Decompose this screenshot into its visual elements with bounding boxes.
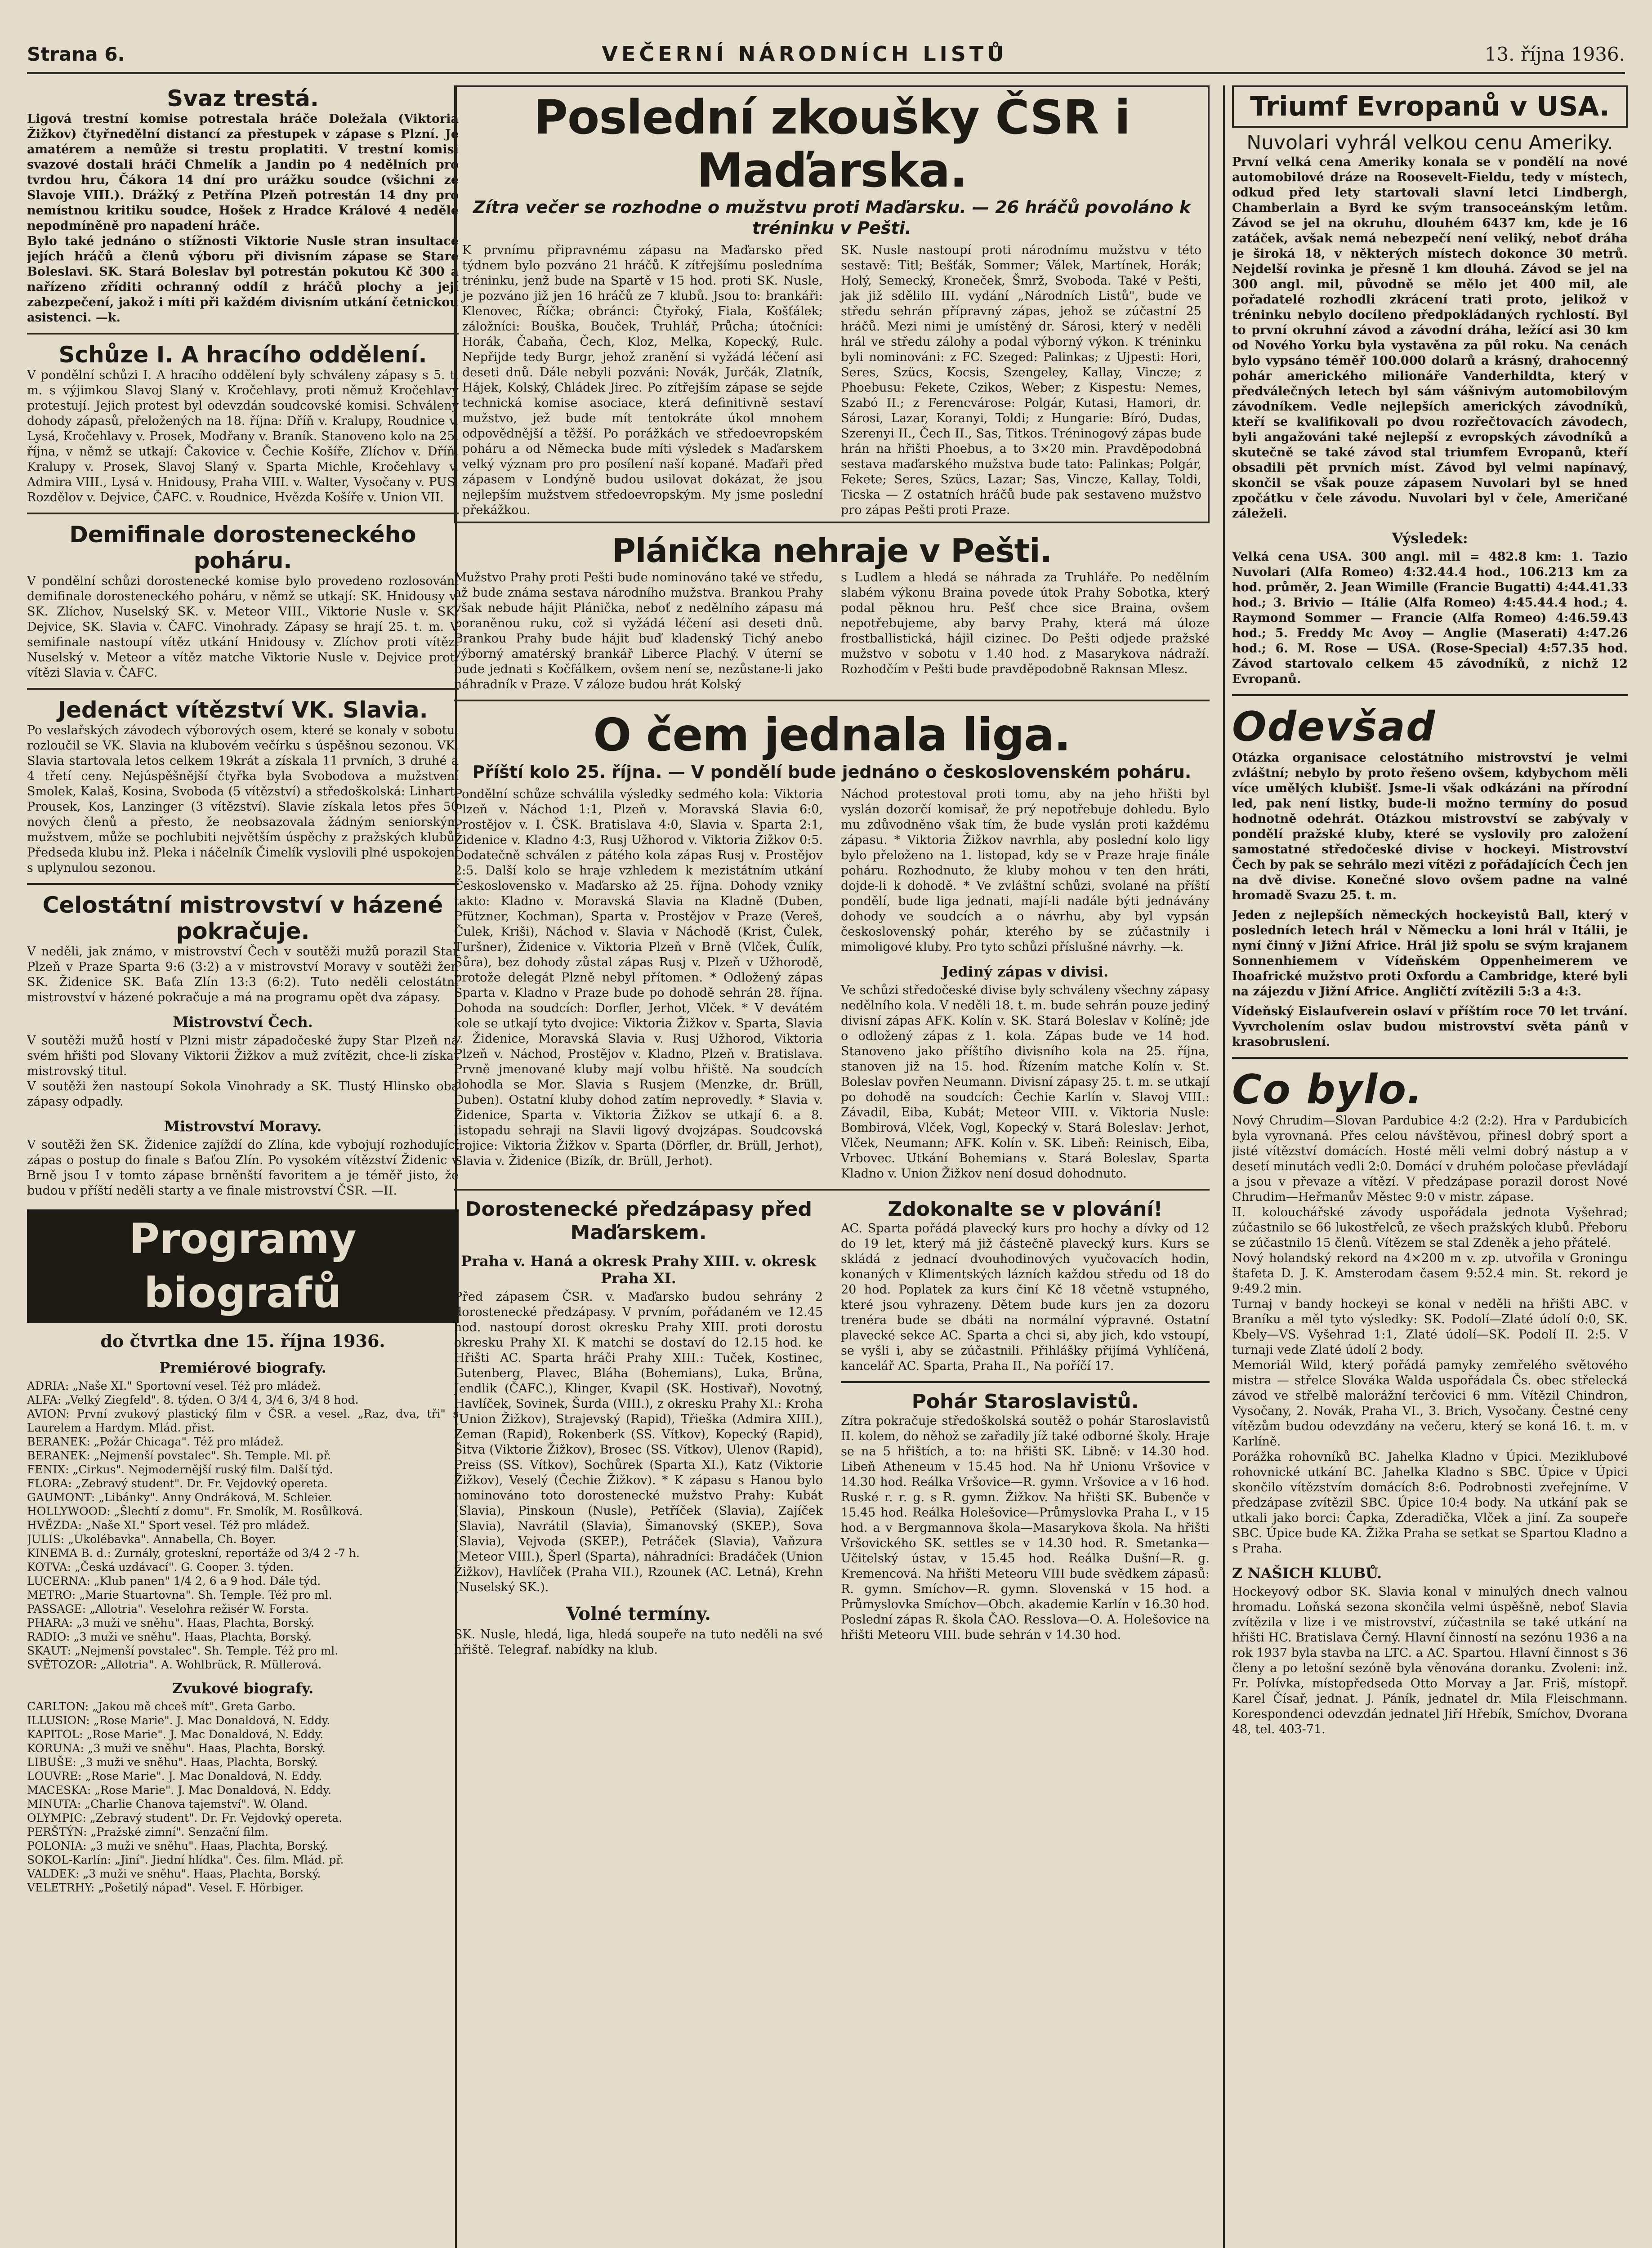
article-title: Svaz trestá. (167, 85, 319, 112)
divider (841, 1381, 1210, 1383)
divider (27, 883, 459, 885)
article-subtitle: Příští kolo 25. října. — V pondělí bude jednáno o československém poháru. (472, 762, 1192, 782)
article-body: V soutěži žen nastoupí Sokola Vinohrady a SK. Tlustý Hlinsko oba zápasy odpadly. (27, 1079, 459, 1109)
article-body: AC. Sparta pořádá plavecký kurs pro hochy a dívky od 12 do 19 let, který má již částečně plavecký kurs. Kurs se skládá z jednací dvouhodinových vyučovacích hodin, konaných v Klimentských lázních každou středu od 18 do 20 hod. Poplatek za kurs činí Kč 18 včetně vstupného, které jsou vyhrazeny. Dětem bude kurs jen za dozoru trenéra bude se dbáti na normální výpravné. Ostatní plavecké sekce AC. Sparta a chci si, aby jich, kdo vstoupí, se vyšli i, aby se zúčastnili. Přihlášky přijímá Vyhlíčená, kancelář AC. Sparta, Praha II., Na poříčí 17. (841, 1222, 1210, 1373)
article-title: Plánička nehraje v Pešti. (612, 532, 1052, 570)
article-main (454, 85, 1210, 523)
programs-subhead: Premiérové biografy. (159, 1359, 326, 1376)
article-triumf (1232, 85, 1628, 128)
article-body: Turnaj v bandy hockeyi se konal v neděli na hřišti ABC. v Braníku a měl tyto výsledky: SK. Podolí—Zlaté údolí 0:0, SK. Kbely—VS. Vyšehrad 1:1, Zlaté údolí—SK. Podolí II. 2:5. V turnaji vede Zlaté údolí 2 body. (1232, 1297, 1628, 1357)
programs-date: do čtvrtka dne 15. října 1936. (100, 1331, 385, 1351)
article-body: Před zápasem ČSR. v. Maďarsko budou sehrány 2 dorostenecké předzápasy. V prvním, pořádaném ve 12.45 hod. nastoupí dorost okresku Prahy XIII. proti dorostu okresku Prahy XI. K matchi se dostaví do 12.15 hod. ke Hřišti AC. Sparta hráči Prahy XIII.: Tuček, Kostinec, Gutenberg, Plavec, Bláha (Bohemians), Luka, Brůna, Jendlik (ČAFC.), Klinger, Kvapil (SK. Hostivař), Novotný, Havlíček, Sovinek, Šurda (VIII.), z okresku Prahy XI.: Kroha (Union Žižkov), Strajevský (Rapid), Třieška (Admira XIII.), Zeman (Rapid), Rokenberk (SS. Vítkov), Kopecký (Rapid), Šitva (Viktorie Žižkov), Brosec (SS. Vítkov), Ulenov (Rapid), Preiss (SS. Vítkov), Sochůrek (Sparta XI.), Katz (Viktorie Žižkov), Veselý (Čechie Žižkov). * K zápasu s Hanou bylo nominováno toto dorostenecké mužstvo Prahy: Kubát (Slavia), Pinskoun (Nusle), Petříček (Slavia), Zajíček (Slavia), Navrátil (Slavia), Šimanovský (SKEP.), Sova (Slavia), Vejvoda (SKEP.), Petráček (Slavia), Vaňzura (Meteor VIII.), Šperl (Sparta), náhradníci: Bradáček (Union Žižkov), Havlíček (Praha VII.), Rzounek (AC. Letná), Krehn (Nuselský SK.). (454, 1290, 823, 1594)
article-svaz (27, 85, 459, 326)
cinema-listing: SVĚTOZOR: „Allotria". A. Wohlbrück, R. Müllerová. (27, 1658, 322, 1671)
issue-date: 13. října 1936. (1484, 43, 1625, 65)
cinema-listing: LIBUŠE: „3 muži ve sněhu". Haas, Plachta, Borský. (27, 1756, 318, 1769)
article-body: Zítra pokračuje středoškolská soutěž o pohár Staroslavistů II. kolem, do něhož se zařadily jíž také odborné školy. Hraje se na 5 hřištích, a to: na hřišti SK. Libně: v 14.30 hod. Libeň Atheneum v 15.45 hod. Na hř Unionu Vršovice v 14.30 hod. Reálka Vršovice—R. gymn. Vršovice a v 16 hod. Ruské r. r. g. s R. gymn. Žižkov. Na hřišti SK. Bubenče v 15.45 hod. Reálka Holešovice—Průmyslovka Praha I., v 15 hod. a v Bergmannova škola—Masarykova škola. Na hřišti Vršovického SK. settles se v 14.30 hod. R. Smetanka—Učitelský ústav, v 15.45 hod. Reálka Dušní—R. g. Kremencová. Na hřišti Meteoru VIII bude svědkem zápasů: R. gymn. Smíchov—R. gymn. Slovenská v 15 hod. a Průmyslovka Smíchov—Obch. akademie Karlín v 16.30 hod. Poslední zápas R. škola ČAO. Resslova—O. A. Holešovice na hřišti Meteoru VIII. bude sehrán v 14.30 hod. (841, 1414, 1210, 1642)
article-body: Memoriál Wild, který pořádá pamyky zemřelého světového mistra — střelce Slováka Walda uspořádala Čs. obec střelecká závod ve střelbě malorážní terčovici 6 mm. Vítězil Chindron, Vysočany, 2. Novák, Praha VI., 3. Brich, Vysočany. Čestné ceny vítězům budou odevzdány na večeru, který se koná 16. t. m. v Karlíně. (1232, 1358, 1628, 1449)
cinema-listing: MINUTA: „Charlie Chanova tajemství". W. Oland. (27, 1798, 308, 1811)
article-jedenact (27, 697, 459, 876)
article-demifinale (27, 522, 459, 681)
cinema-listing: METRO: „Marie Stuartovna". Sh. Temple. Též pro ml. (27, 1588, 332, 1601)
article-body: Otázka organisace celostátního mistrovství je velmi zvláštní; nebylo by proto řešeno ovšem, kdybychom měli více umělých klubišť. Jsme-li však odkázáni na přírodní led, pak není listky, bude-li možno termíny do posud hodnotně odehrát. Otázkou mistrovství se zabývaly v pondělí pražské kluby, které se vyslovily pro založení samostatné středočeské divise v hockeyi. Mistrovství Čech by pak se sehrálo mezi vítězi z pořádajících Čech jen na dvě divise. Konečné slovo ovšem padne na valné hromadě Svazu 25. t. m. (1232, 751, 1628, 902)
article-body: SK. Nusle, hledá, liga, hledá soupeře na tuto neděli na své hřiště. Telegraf. nabídky na klub. (454, 1628, 823, 1657)
article-body: Nový Chrudim—Slovan Pardubice 4:2 (2:2). Hra v Pardubicích byla vyrovnaná. Přes celou návštěvou, přinesl dobrý sport a jisté vítězství domácích. Hosté měli velmi dobrý nástup a v desetí minutách vedli 2:0. Domácí v druhém poločase převládají a jsou v převaze a vítězí. V předzápase porazil dorost Nové Chrudim—Heřmanův Městec 9:0 v mistr. zápase. (1232, 1114, 1628, 1204)
article-body: Bylo také jednáno o stížnosti Viktorie Nusle stran insultace jejích hráčů a členů výboru při divisním zápase se Staré Boleslavi. SK. Stará Boleslav byl potrestán pokutou Kč 300 a nařízeno zříditi ochranný oddíl z hráčů plochy a její zabezpečení, jakož i míti při každém divisním utkání četnickou asistenci. —k. (27, 234, 459, 325)
article-dorost (454, 1198, 823, 1658)
section-subhead: Jediný zápas v divisi. (942, 963, 1109, 980)
cinema-listing: KORUNA: „3 muži ve sněhu". Haas, Plachta, Borský. (27, 1742, 326, 1755)
article-body: Porážka rohovníků BC. Jahelka Kladno v Úpici. Meziklubové rohovnické utkání BC. Jahelka Kladno s SBC. Úpice v Úpici skončilo vítězstvím domácích 8:6. Podrobnosti zveřejníme. V předzápase zvítězil SBC. Úpice 10:4 body. Na utkání pak se utkali jako borci: Čapka, Zderadička, Vlček a jiní. Za soupeře SBC. Úpice bude KA. Žižka Praha se setkat se Spartou Kladno a s Praha. (1232, 1450, 1628, 1556)
article-body: V soutěži žen SK. Židenice zajíždí do Zlína, kde vybojují rozhodující zápas o postup do finale s Baťou Zlín. Po vysokém vítězství Židenic v Brně jsou I v tomto zápase brněnští favoritem a je téměř jisto, že budou v příští neděli starty a ve finale mistrovství ČSR. —II. (27, 1138, 459, 1198)
cinema-listing: KAPITOL: „Rose Marie". J. Mac Donaldová, N. Eddy. (27, 1728, 324, 1741)
article-body: Nový holandský rekord na 4×200 m v. zp. utvořila v Groningu štafeta D. J. K. Amsterodam časem 9:52.4 min. St. rekord je 9:49.2 min. (1232, 1251, 1628, 1296)
cinema-listing: POLONIA: „3 muži ve sněhu". Haas, Plachta, Borský. (27, 1839, 328, 1852)
cinema-listing: PERŠTÝN: „Pražské zimní". Senzační film. (27, 1825, 268, 1838)
cinema-listing: KINEMA B. d.: Zurnály, groteskní, reportáže od 3/4 2 -7 h. (27, 1547, 360, 1560)
article-liga (454, 709, 1210, 1182)
cinema-listing: VALDEK: „3 muži ve sněhu". Haas, Plachta, Borský. (27, 1867, 321, 1880)
article-body: V neděli, jak známo, v mistrovství Čech v soutěži mužů porazil Star Plzeň v Praze Sparta 9:6 (3:2) a v mistrovství Moravy v soutěži žen SK. Židenice SK. Baťa Zlín 13:3 (6:2). Tuto neděli celostátní mistrovství v házené pokračuje a má na programu opět dva zápasy. (27, 945, 459, 1004)
cinema-listing: VELETRHY: „Pošetilý nápad". Vesel. F. Hörbiger. (27, 1881, 304, 1894)
cinema-listing: GAUMONT: „Libánky". Anny Ondráková, M. Schleier. (27, 1491, 332, 1504)
programs-banner: Programy biografů (27, 1209, 459, 1323)
masthead: VEČERNÍ NÁRODNÍCH LISTŮ (602, 42, 1008, 66)
article-title: Demifinale dorosteneckého poháru. (69, 522, 416, 574)
article-subtitle: Nuvolari vyhrál velkou cenu Ameriky. (1246, 131, 1613, 154)
cinema-listing: FLORA: „Zebravý student". Dr. Fr. Vejdovký opereta. (27, 1477, 328, 1490)
divider (454, 1189, 1210, 1191)
article-body: II. kolouchářské závody uspořádala jednota Vyšehrad; zúčastnilo se 66 lukostřelců, ze všech pražských klubů. Přeboru se zúčastnilo 15 členů. Vítězem se stal Zdeněk a jeho přátelé. (1232, 1205, 1628, 1250)
main-subtitle: Zítra večer se rozhodne o mužstvu proti Maďarsku. — 26 hráčů povoláno k tréninku v Pešti. (473, 197, 1191, 238)
article-title: Zdokonalte se v plování! (888, 1198, 1163, 1221)
article-title: Celostátní mistrovství v házené pokračuje. (42, 892, 443, 944)
cinema-listing: PASSAGE: „Allotria". Veselohra režisér W. Forsta. (27, 1602, 309, 1615)
article-title: Schůze I. A hracího oddělení. (58, 342, 427, 368)
cinema-listing: LUCERNA: „Klub panen" 1/4 2, 6 a 9 hod. Dále týd. (27, 1574, 321, 1588)
section-subhead: Mistrovství Čech. (173, 1013, 313, 1030)
article-body: SK. Nusle nastoupí proti národnímu mužstvu v této sestavě: Titl; Bešťák, Sommer; Válek, Martínek, Horák; Holý, Semecký, Kroneček, Šmrž, Svoboda. Také v Pešti, jak již sdělilo III. vydání „Národních Listů", bude ve středu sehrán přípravný zápas, jehož se zúčastní 25 hráčů. Mezi nimi je umístěný dr. Sárosi, který v neděli hrál ve středu zálohy a podal výborný výkon. K tréninku byli nominováni: z FC. Szeged: Palinkas; z Ujpesti: Hori, Seres, Szücs, Kocsis, Szengeley, Kallay, Vincze; z Phoebusu: Fekete, Czikos, Weber; z Kispestu: Nemes, Szabó II.; z Ferencvárose: Polgár, Kutasi, Hamori, dr. Sárosi, Lazar, Koranyi, Toldi; z Hungarie: Bíró, Dudas, Szerenyi II., Čech II., Sas, Titkos. Tréninogový zápas bude hrán na hřišti Phoebus, a to 3×20 min. Pravděpodobná sestava maďarského mužstva bude tato: Palinkas; Polgár, Fekete; Seres, Szücs, Lazar; Sas, Vincze, Kallay, Toldi, Ticska — Z ostatních hráčů bude pak sestaveno mužstvo pro zápas Pešti proti Praze. (841, 243, 1201, 517)
article-title: Dorostenecké předzápasy před Maďarskem. (465, 1198, 812, 1244)
article-title: Pohár Staroslavistů. (911, 1390, 1139, 1413)
cinema-listing: AVION: První zvukový plastický film v ČSR. a vesel. „Raz, dva, tři" s Laurelem a Hardym. Mlád. přist. (27, 1407, 459, 1434)
cinema-listing: SKAUT: „Nejmenší povstalec". Sh. Temple. Též pro ml. (27, 1644, 339, 1657)
article-plovani (841, 1198, 1210, 1374)
article-body: Po veslařských závodech výborových osem, které se konaly v sobotu, rozloučil se VK. Slavia na klubovém večírku s úspěšnou sezonou. VK. Slavia startovala letos celkem 19krát a získala 11 prvních, 3 druhé a 4 třetí ceny. Nejúspěšnější čtyřka byla Svobodova a mužstvení Smolek, Kalaš, Kosina, Svoboda (5 vítězství) a středoškolská: Linhart, Prousek, Kos, Lanzinger (3 vítězství). Slavie získala letos přes 50 nových členů a přesto, že neobsazovala žádným seniorským mužstvem, může se pochlubiti největším úspěchy z pražských klubů. Předseda klubu inž. Pleka i náčelník Čimelík vyslovili plné uspokojení s uplynulou sezonou. (27, 723, 459, 875)
divider (454, 700, 1210, 701)
cinema-listing: ALFA: „Velký Ziegfeld". 8. týden. O 3/4 4, 3/4 6, 3/4 8 hod. (27, 1393, 359, 1406)
article-odevsad (1232, 703, 1628, 1050)
section-subhead: Volné termíny. (566, 1603, 711, 1624)
article-body: Vídeňský Eislaufverein oslaví v příštím roce 70 let trvání. Vyvrcholením oslav budou mistrovství světa pánů v krasobruslení. (1232, 1004, 1628, 1049)
section-title: Co bylo. (1232, 1066, 1424, 1113)
column-middle (454, 85, 1210, 2248)
cinema-listing: ILLUSION: „Rose Marie". J. Mac Donaldová, N. Eddy. (27, 1714, 330, 1727)
article-body: První velká cena Ameriky konala se v pondělí na nové automobilové dráze na Roosevelt-Fieldu, tedy v místech, odkud před lety startovali slavní letci Lindbergh, Chamberlain a Byrd ke svým transoceánským letům. Závod se jel na okruhu, dlouhém 6437 km, kde je 16 zatáček, avšak nemá nebezpečí není veliký, neboť dráha je široká 18, v některých místech dokonce 30 metrů. Nejdelší rovinka je přesně 1 km dlouhá. Závod se jel na 300 angl. mil, původně se mělo jet 400 mil, ale pořadatelé rozhodli zkrácení trati proto, jelikož v tréninku nebylo docíleno předpokládaných rychlostí. Byl to první okruhní závod a závodní dráha, ležící asi 30 km od Nového Yorku byla vystavěna za půl roku. Na cenách bylo vypsáno téměř 100.000 dolarů a krásný, drahocenný pohár amerického milionáře Vanderhildta, který v předválečných letech byl sám vášnivým automobilovým závodníkem. Vedle nejlepších amerických závodníků, kteří se kvalifikovali po dvou rozřečtovacích závodech, byli angažováni také nejlepší z evropských závodníků a skutečně se také závod stal triumfem Evropanů, kteří obsadili pět prvních míst. Závod byl velmi napínavý, skončil se však pouze zápasem Nuvolari byl se hned zpočátku v čele závodu. Nuvolari byl v čele, Američané záleželi. (1232, 155, 1628, 521)
article-schuze (27, 342, 459, 505)
article-body: Ligová trestní komise potrestala hráče Doležala (Viktoria Žižkov) čtyřnedělní distancí za přestupek v zápase s Plzní. Je amatérem a nemůže si trestu proplatiti. V trestní komisi svazové dostali hráči Chmelík a Jandin po 4 nedělních pro tvrdou hru, Čákora 14 dní pro urážku soudce (všichni ze Slavoje VIII.). Drážký z Petřína Plzeň potrestán 14 dny pro nemístnou kritiku soudce, Hošek z Hradce Králové 4 neděle nepodmíněně pro napadení hráče. (27, 112, 459, 233)
cinema-listing: HOLLYWOOD: „Šlechtí z domu". Fr. Smolík, M. Rosůlková. (27, 1505, 363, 1518)
article-title: Triumf Evropanů v USA. (1250, 91, 1610, 122)
page-number: Strana 6. (27, 43, 125, 65)
results-body: Velká cena USA. 300 angl. mil = 482.8 km: 1. Tazio Nuvolari (Alfa Romeo) 4:32.44.4 hod., 106.213 km za hod. průměr, 2. Jean Wimille (Francie Bugatti) 4:44.41.33 hod.; 3. Brivio — Itálie (Alfa Romeo) 4:45.44.4 hod.; 4. Raymond Sommer — Francie (Alfa Romeo) 4:46.59.43 hod.; 5. Freddy Mc Avoy — Anglie (Maserati) 4:47.26 hod.; 6. M. Rose — USA. (Rose-Special) 4:57.35 hod. Závod startovalo celkem 45 závodníků, z nichž 12 Evropanů. (1232, 550, 1628, 686)
article-cobylo (1232, 1066, 1628, 1737)
section-subhead: Praha v. Haná a okresk Prahy XIII. v. okresk Praha XI. (461, 1253, 816, 1287)
article-body: Náchod protestoval proti tomu, aby na jeho hřišti byl vyslán dozorčí komisař, že prý nepotřebuje dohledu. Bylo mu zdůvodněno však tím, že bude vyslán proti každému zápasu. * Viktoria Žižkov navrhla, aby poslední kolo ligy bylo přeloženo na 1. listopad, kdy se v Praze hraje finále poháru. Rozhodnuto, že kluby mohou v ten den hráti, dojde-li k dohodě. * Ve zvláštní schůzi, svolané na příští pondělí, bude liga jednati, mají-li nadále býti jednávány dohody ve soudcích a o návrhu, aby byl vypsán československý pohár, kterého by se zúčastnily i mimoligové kluby. Pro tyto schůzi příslušné návrhy. —k. (841, 787, 1210, 954)
article-body: Mužstvo Prahy proti Pešti bude nominováno také ve středu, až bude známa sestava národního mužstva. Brankou Prahy však nebude hájit Plánička, neboť z nedělního zápasu má poraněnou ruku, což si vyžádá léčení asi deseti dnů. Brankou Prahy bude hájit buď kladenský Tichý anebo výborný amatérský brankář Liberce Plachý. V úterní se bude jednati s Kočfálkem, ovšem není se, nezůstane-li jako náhradník v Praze. V záloze budou hrát Kolský (454, 571, 823, 691)
page-header (27, 36, 1625, 74)
article-body: K prvnímu připravnému zápasu na Maďarsko před týdnem bylo pozváno 21 hráčů. K zítřejšímu posledníma tréninku, jenž bude na Spartě v 15 hod. proti SK. Nusle, je pozváno již jen 16 hráčů ze 7 klubů. Jsou to: brankáři: Klenovec, Říčka; obránci: Čtyřoký, Fiala, Košťálek; záložníci: Bouška, Bouček, Truhlář, Průcha; útočníci: Horák, Čabaňa, Čech, Kloz, Melka, Kopecký, Rulc. Nepřijde tedy Burgr, jehož zranění si vyžádá léčení asi deseti dnů. Dále nebyli pozváni: Novák, Jurčák, Zlatník, Hájek, Kolský, Chládek Jirec. Po zítřejším zápase se sejde technická komise asociace, která definitivně sestaví mužstvo, jež bude mít tentokráte úkol mnohem odpovědnější a těžší. Po porážkách ve středoevropském poháru a od Německa bude míti výsledek s Maďarskem velký význam pro pro posílení naší kopané. Maďaři před zápasem v Londýně budou usilovat dokázat, že jsou nejlepším mužstvem středoevropským. My jsme poslední překážkou. (462, 243, 823, 517)
article-title: O čem jednala liga. (593, 709, 1071, 761)
article-pohar (841, 1390, 1210, 1643)
programs-subhead: Zvukové biografy. (172, 1680, 314, 1697)
divider (27, 333, 459, 335)
cinema-listing: PHARA: „3 muži ve sněhu". Haas, Plachta, Borský. (27, 1616, 314, 1629)
column-rule (1223, 85, 1225, 2248)
divider (27, 513, 459, 514)
main-headline: Poslední zkoušky ČSR i Maďarska. (533, 90, 1130, 198)
article-body: s Ludlem a hledá se náhrada za Truhláře. Po nedělním slabém výkonu Braina povede útok Prahy Sobotka, který podal pěknou hru. Pešť chce sice Braina, ovšem nepotřebujeme, aby barvy Prahy, která má úloze frostballistická, hájil cizinec. Do Pešti odjede pražské mužstvo v sobotu v 1.40 hod. z Masarykova nádraží. Rozhodčím v Pešti bude pravděpodobně Raknsan Mlesz. (841, 571, 1210, 676)
divider (1232, 694, 1628, 696)
premiere-list (27, 1379, 459, 1672)
cinema-listing: OLYMPIC: „Zebravý student". Dr. Fr. Vejdovký opereta. (27, 1811, 343, 1824)
section-title: Odevšad (1232, 703, 1436, 750)
article-body: Jeden z nejlepších německých hockeyistů Ball, který v posledních letech hrál v Německu a loni hrál v Itálii, je nyní činný v Jižní Africe. Hrál již spolu se svým krajanem Sonnenhiemem v Vídeňském Oppenheimerem ve Ihoafrické mužstvo proti Oxfordu a Cambridge, které byli na zájezdu v Jižní Africe. Angličtí zvítězili 5:3 a 4:3. (1232, 908, 1628, 999)
cinema-listing: BERANEK: „Nejmenší povstalec". Sh. Temple. Ml. př. (27, 1449, 331, 1462)
column-left (27, 85, 459, 2248)
divider (27, 688, 459, 690)
article-body: V soutěži mužů hostí v Plzni mistr západočeské župy Star Plzeň na svém hřišti pod Slovany Viktorii Žižkov a muž zvítězit, chce-li získat mistrovský titul. (27, 1034, 459, 1078)
cinema-programs (27, 1209, 459, 1895)
article-planicka (454, 531, 1210, 692)
article-body: V pondělní schůzi dorostenecké komise bylo provedeno rozlosování demifinale dorosteneckého poháru, v němž se utkají: SK. Hnidousy v. SK. Zlíchov, Nuselský SK. v. Meteor VIII., Viktorie Nusle v. SK. Dejvice, SK. Slavia v. ČAFC. Vinohrady. Zápasy se hrají 25. t. m. V semifinale nastoupí vítěz utkání Hnidousy v. Zlíchov proti vítězi Nuselský v. Meteor a vítěz matche Viktorie Nusle v. Dejvice proti vítězi Slavia v. ČAFC. (27, 574, 459, 680)
column-right (1232, 85, 1628, 2248)
sound-list (27, 1699, 459, 1895)
section-subhead: Mistrovství Moravy. (164, 1118, 322, 1135)
cinema-listing: SOKOL-Karlín: „Jiní". Jiední hlídka". Čes. film. Mlád. př. (27, 1853, 344, 1866)
article-body: V pondělní schůzi I. A hracího oddělení byly schváleny zápasy s 5. t. m. s výjimkou Slavoj Slaný v. Kročehlavy, proti němuž Kročehlavy protestují. Jejich protest byl odevzdán soudcovské komisi. Schváleny dohody zápasů, přeložených na 18. října: Dříň v. Kralupy, Roudnice v. Lysá, Kročehlavy v. Prosek, Modřany v. Braník. Stanoveno kolo na 25. října, v němž se utkají: Čakovice v. Čechie Košíře, Zlíchov v. Dříň, Kralupy v. Prosek, Slavoj Slaný v. Sparta Michle, Kročehlavy v. Admira VIII., Lysá v. Hnidousy, Praha VIII. v. Walter, Vysočany v. PUS, Rozdělov v. Dejvice, ČAFC. v. Roudnice, Hvězda Košíře v. Union VII. (27, 368, 459, 504)
cinema-listing: HVĚZDA: „Naše XI." Sport vesel. Též pro mládež. (27, 1519, 310, 1532)
cinema-listing: ADRIA: „Naše XI." Sportovní vesel. Též pro mládež. (27, 1379, 321, 1392)
cinema-listing: CARLTON: „Jakou mě chceš mít". Greta Garbo. (27, 1700, 296, 1713)
cinema-listing: MACESKA: „Rose Marie". J. Mac Donaldová, N. Eddy. (27, 1784, 331, 1797)
cinema-listing: JULIS: „Ukolébavka". Annabella, Ch. Boyer. (27, 1533, 276, 1546)
article-title: Jedenáct vítězství VK. Slavia. (58, 697, 428, 723)
cinema-listing: BERANEK: „Požár Chicaga". Též pro mládež. (27, 1435, 284, 1448)
divider (1232, 1057, 1628, 1059)
cinema-listing: RADIO: „3 muži ve sněhu". Haas, Plachta, Borský. (27, 1630, 312, 1643)
article-body: Hockeyový odbor SK. Slavia konal v minulých dnech valnou hromadu. Loňská sezona skončila velmi úspěšně, neboť Slavia zvítězila v lize i ve mistrovství, zúčastnila se také utkání na hřišti HC. Bratislava Černý. Hlavní činností na sezónu 1936 a na rok 1937 byla stavba na LTC. a AC. Spartou. Hlavní činnost s 36 členy a po letošní sezóně byla věnována doranku. Zvoleni: inž. Fr. Polívka, místopředseda Otto Morvay a Jar. Friš, místopř. Karel Čísař, jednat. J. Páník, jednatel dr. Mila Fleischmann. Korespondenci odevzdán jednatel Jiří Hřebík, Smíchov, Dvorana 48, tel. 403-71. (1232, 1585, 1628, 1736)
article-body: Ve schůzi středočeské divise byly schváleny všechny zápasy nedělního kola. V neděli 18. t. m. bude sehrán pouze jediný divisní zápas AFK. Kolín v. SK. Stará Boleslav v Kolíně; jde o odložený zápas z 1. kola. Zápas bude ve 14 hod. Stanoveno jako příštího divisního kola na 25. října, stanoven již na 15. hod. Řízením matche Kolín v. St. Boleslav povřen Neumann. Divisní zápasy 25. t. m. se utkají po dohodě na soudcích: Čechie Karlín v. Slavoj VIII.: Závadil, Eiba, Kubát; Meteor VIII. v. Viktoria Nusle: Bombirová, Vlček, Vogl, Kopecký v. Stará Boleslav: Jerhot, Vlček, Neumann; AFK. Kolín v. SK. Libeň: Reinisch, Eiba, Vrbovec. Utkání Bohemians v. Stará Boleslav, Sparta Kladno v. Union Žižkov není dosud dohodnuto. (841, 983, 1210, 1181)
cinema-listing: KOTVA: „Česká uzdávací". G. Cooper. 3. týden. (27, 1561, 294, 1574)
cinema-listing: LOUVRE: „Rose Marie". J. Mac Donaldová, N. Eddy. (27, 1770, 322, 1783)
article-body: Pondělní schůze schválila výsledky sedmého kola: Viktoria Plzeň v. Náchod 1:1, Plzeň v. Moravská Slavia 6:0, Prostějov v. I. ČSK. Bratislava 4:0, Slavia v. Sparta 2:1, Židenice v. Kladno 4:3, Rusj Užhorod v. Viktoria Žižkov 0:5. Dodatečně schválen z pátého kola zápas Rusj v. Prostějov 2:5. Další kolo se hraje vzhledem k mezistátním utkání Československo v. Maďarsko až 25. října. Dohody vzniky takto: Kladno v. Moravská Slavia na Kladně (Duben, Pfützner, Kochman), Sparta v. Prostějov v Praze (Vereš, Čulek, Kriši), Náchod v. Slavia v Náchodě (Krist, Čulek, Turšner), Židenice v. Viktoria Plzeň v Brně (Vlček, Čulík, Šůra), bez dohody zůstal zápas Rusj v. Plzeň v Užhorodě, protože delegát Plzně nebyl přítomen. * Odložený zápas Sparta v. Kladno v Praze bude po dohodě sehrán 28. října. Dohoda na soudcích: Dorfler, Jerhot, Vlček. * V devátém kole se utkají tyto dvojice: Viktoria Žižkov v. Sparta, Slavia v. Židenice, Moravská Slavia v. Rusj Užhorod, Viktoria Plzeň v. Náchod, Prostějov v. Kladno, Plzeň v. Bratislava. Prvně jmenované kluby mají volbu hřiště. Na soudcích dohodla se Mor. Slavia s Rusjem (Menzke, dr. Brüll, Duben). Ostatní kluby dohod zatím neprovedly. * Slavia v. Židenice, Sparta v. Viktoria Žižkov se utkají 6. a 8. listopadu sehraji na Slavii ligový dvojzápas. Soudcovská trojice: Viktoria Žižkov v. Sparta (Dörfler, dr. Brüll, Jerhot), Slavia v. Židenice (Bizík, dr. Brüll, Jerhot). (454, 787, 823, 1168)
results-heading: Výsledek: (1392, 530, 1468, 547)
article-hazena (27, 892, 459, 1199)
cinema-listing: FENIX: „Cirkus". Nejmodernější ruský film. Další týd. (27, 1463, 333, 1476)
section-subhead: Z NAŠICH KLUBŮ. (1232, 1565, 1382, 1582)
